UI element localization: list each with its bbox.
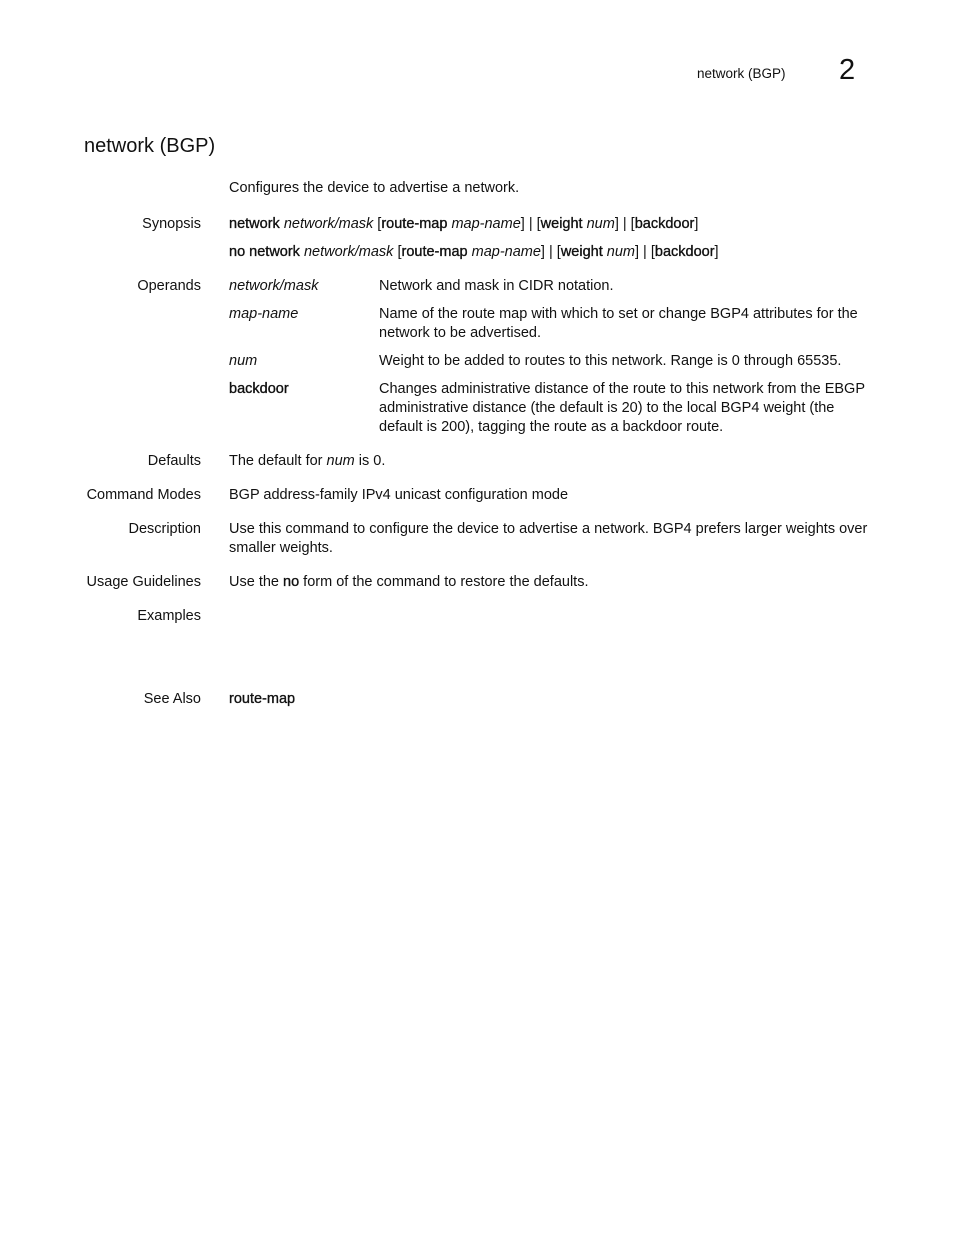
operand-term: map-name bbox=[229, 306, 299, 322]
operand-term: backdoor bbox=[229, 381, 289, 397]
intro-text: Configures the device to advertise a network. bbox=[229, 180, 520, 196]
usage-post: form of the command to restore the defaults. bbox=[299, 574, 589, 590]
defaults-arg: num bbox=[326, 453, 355, 469]
synopsis-bracket: ] bbox=[714, 244, 719, 260]
synopsis-arg-network-mask: network/mask bbox=[303, 244, 394, 260]
synopsis-line-1 bbox=[229, 216, 698, 232]
synopsis-bracket: [ bbox=[397, 244, 402, 260]
description-text: Use this command to configure the device to advertise a network. BGP4 prefers larger weights over smaller weights. bbox=[229, 521, 868, 556]
see-also-label: See Also bbox=[143, 691, 201, 707]
synopsis-separator: ] | [ bbox=[634, 244, 655, 260]
operand-description: Network and mask in CIDR notation. bbox=[379, 278, 614, 294]
usage-guidelines-text bbox=[229, 574, 588, 590]
defaults-post: is 0. bbox=[354, 453, 386, 469]
chapter-number: 2 bbox=[839, 54, 856, 86]
synopsis-opt-route-map: route-map bbox=[381, 216, 448, 232]
operand-term: num bbox=[229, 353, 258, 369]
synopsis-command: network bbox=[229, 216, 280, 232]
synopsis-command: no network bbox=[229, 244, 300, 260]
usage-keyword: no bbox=[283, 574, 300, 590]
synopsis-opt-weight: weight bbox=[540, 216, 583, 232]
synopsis-bracket: [ bbox=[377, 216, 382, 232]
usage-guidelines-label: Usage Guidelines bbox=[86, 574, 201, 590]
synopsis-opt-route-map: route-map bbox=[401, 244, 468, 260]
defaults-pre: The default for bbox=[229, 453, 327, 469]
synopsis-separator: ] | [ bbox=[520, 216, 541, 232]
synopsis-arg-num: num bbox=[606, 244, 635, 260]
description-label: Description bbox=[128, 521, 201, 537]
synopsis-opt-backdoor: backdoor bbox=[654, 244, 715, 260]
synopsis-line-2 bbox=[229, 244, 719, 260]
examples-label: Examples bbox=[137, 608, 201, 624]
synopsis-separator: ] | [ bbox=[540, 244, 561, 260]
page-title: network (BGP) bbox=[84, 135, 216, 157]
usage-pre: Use the bbox=[229, 574, 283, 590]
defaults-text bbox=[229, 453, 385, 469]
synopsis-label: Synopsis bbox=[142, 216, 201, 232]
operand-description: Changes administrative distance of the route to this network from the EBGP administrative distance (the default is 20) to the local BGP4 weight (the default is 200), tagging the route as a backdoor route. bbox=[379, 381, 865, 435]
operand-description: Weight to be added to routes to this network. Range is 0 through 65535. bbox=[379, 353, 842, 369]
synopsis-opt-weight: weight bbox=[560, 244, 603, 260]
defaults-label: Defaults bbox=[147, 453, 201, 469]
synopsis-arg-network-mask: network/mask bbox=[283, 216, 374, 232]
synopsis-separator: ] | [ bbox=[614, 216, 635, 232]
synopsis-arg-num: num bbox=[586, 216, 615, 232]
operand-term: network/mask bbox=[229, 278, 319, 294]
see-also-link[interactable]: route-map bbox=[229, 691, 296, 707]
synopsis-arg-map-name: map-name bbox=[451, 216, 521, 232]
operand-description: Name of the route map with which to set or change BGP4 attributes for the network to be advertised. bbox=[379, 306, 858, 341]
command-modes-text: BGP address-family IPv4 unicast configuration mode bbox=[229, 487, 569, 503]
synopsis-opt-backdoor: backdoor bbox=[634, 216, 695, 232]
synopsis-arg-map-name: map-name bbox=[471, 244, 541, 260]
synopsis-bracket: ] bbox=[694, 216, 699, 232]
operands-label: Operands bbox=[137, 278, 201, 294]
command-modes-label: Command Modes bbox=[86, 487, 201, 503]
running-header-title: network (BGP) bbox=[697, 66, 786, 81]
